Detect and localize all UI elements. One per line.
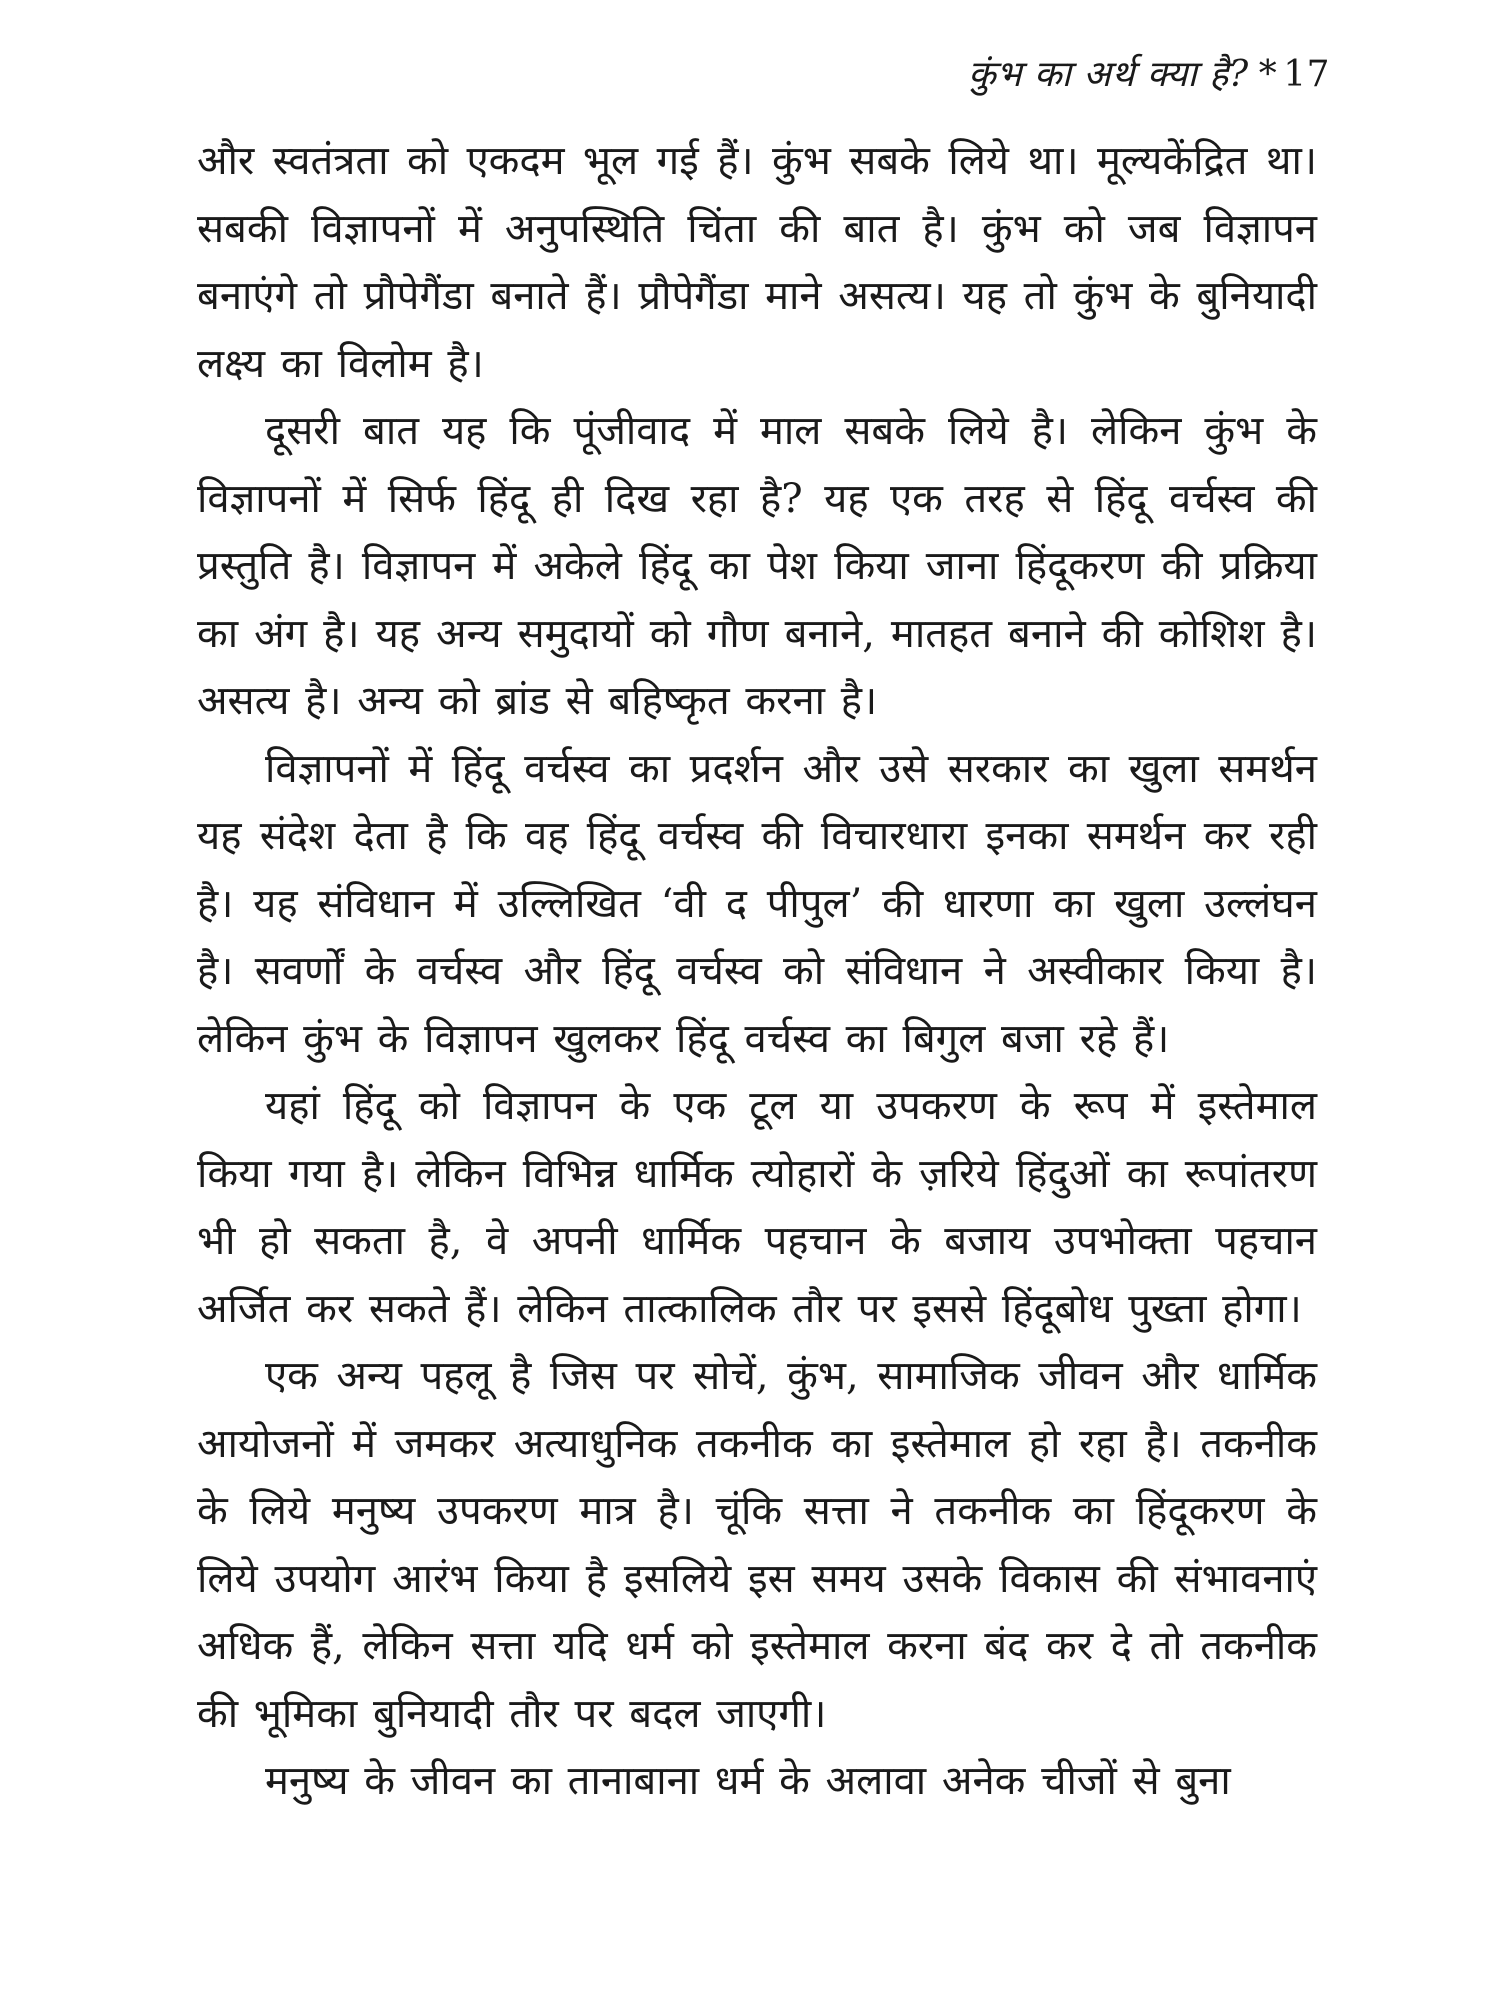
chapter-title: कुंभ का अर्थ क्या है? bbox=[968, 54, 1249, 95]
running-header bbox=[968, 48, 1330, 97]
paragraph-3: विज्ञापनों में हिंदू वर्चस्व का प्रदर्शन और उसे सरकार का खुला समर्थन यह संदेश देता है कि वह हिंदू वर्चस्व की विचारधारा इनका समर्थन कर रही है। यह संविधान में उल्लिखित ‘वी द पीपुल’ की धारणा का खुला उल्लंघन है। सवर्णों के वर्चस्व और हिंदू वर्चस्व को संविधान ने अस्वीकार किया है। लेकिन कुंभ के विज्ञापन खुलकर हिंदू वर्चस्व का बिगुल बजा रहे हैं। bbox=[197, 745, 1317, 1062]
paragraph-6: मनुष्य के जीवन का तानाबाना धर्म के अलावा अनेक चीजों से बुना bbox=[265, 1758, 1231, 1804]
paragraph-1: और स्वतंत्रता को एकदम भूल गई हैं। कुंभ सबके लिये था। मूल्यकेंद्रित था। सबकी विज्ञापनों में अनुपस्थिति चिंता की बात है। कुंभ को जब विज्ञापन बनाएंगे तो प्रौपेगैंडा बनाते हैं। प्रौपेगैंडा माने असत्य। यह तो कुंभ के बुनियादी लक्ष्य का विलोम है। bbox=[197, 138, 1317, 387]
paragraph-2: दूसरी बात यह कि पूंजीवाद में माल सबके लिये है। लेकिन कुंभ के विज्ञापनों में सिर्फ हिंदू ही दिख रहा है? यह एक तरह से हिंदू वर्चस्व की प्रस्तुति है। विज्ञापन में अकेले हिंदू का पेश किया जाना हिंदूकरण की प्रक्रिया का अंग है। यह अन्य समुदायों को गौण बनाने, मातहत बनाने की कोशिश है। असत्य है। अन्य को ब्रांड से बहिष्कृत करना है। bbox=[197, 408, 1317, 724]
header-separator: * bbox=[1258, 54, 1278, 95]
paragraph-4: यहां हिंदू को विज्ञापन के एक टूल या उपकरण के रूप में इस्तेमाल किया गया है। लेकिन विभिन्न धार्मिक त्योहारों के ज़रिये हिंदुओं का रूपांतरण भी हो सकता है, वे अपनी धार्मिक पहचान के बजाय उपभोक्ता पहचान अर्जित कर सकते हैं। लेकिन तात्कालिक तौर पर इससे हिंदूबोध पुख्ता होगा। bbox=[197, 1083, 1317, 1332]
body-text bbox=[197, 128, 1317, 1816]
page-number: 17 bbox=[1283, 54, 1330, 95]
paragraph-5: एक अन्य पहलू है जिस पर सोचें, कुंभ, सामाजिक जीवन और धार्मिक आयोजनों में जमकर अत्याधुनिक तकनीक का इस्तेमाल हो रहा है। तकनीक के लिये मनुष्य उपकरण मात्र है। चूंकि सत्ता ने तकनीक का हिंदूकरण के लिये उपयोग आरंभ किया है इसलिये इस समय उसके विकास की संभावनाएं अधिक हैं, लेकिन सत्ता यदि धर्म को इस्तेमाल करना बंद कर दे तो तकनीक की भूमिका बुनियादी तौर पर बदल जाएगी। bbox=[197, 1353, 1317, 1737]
